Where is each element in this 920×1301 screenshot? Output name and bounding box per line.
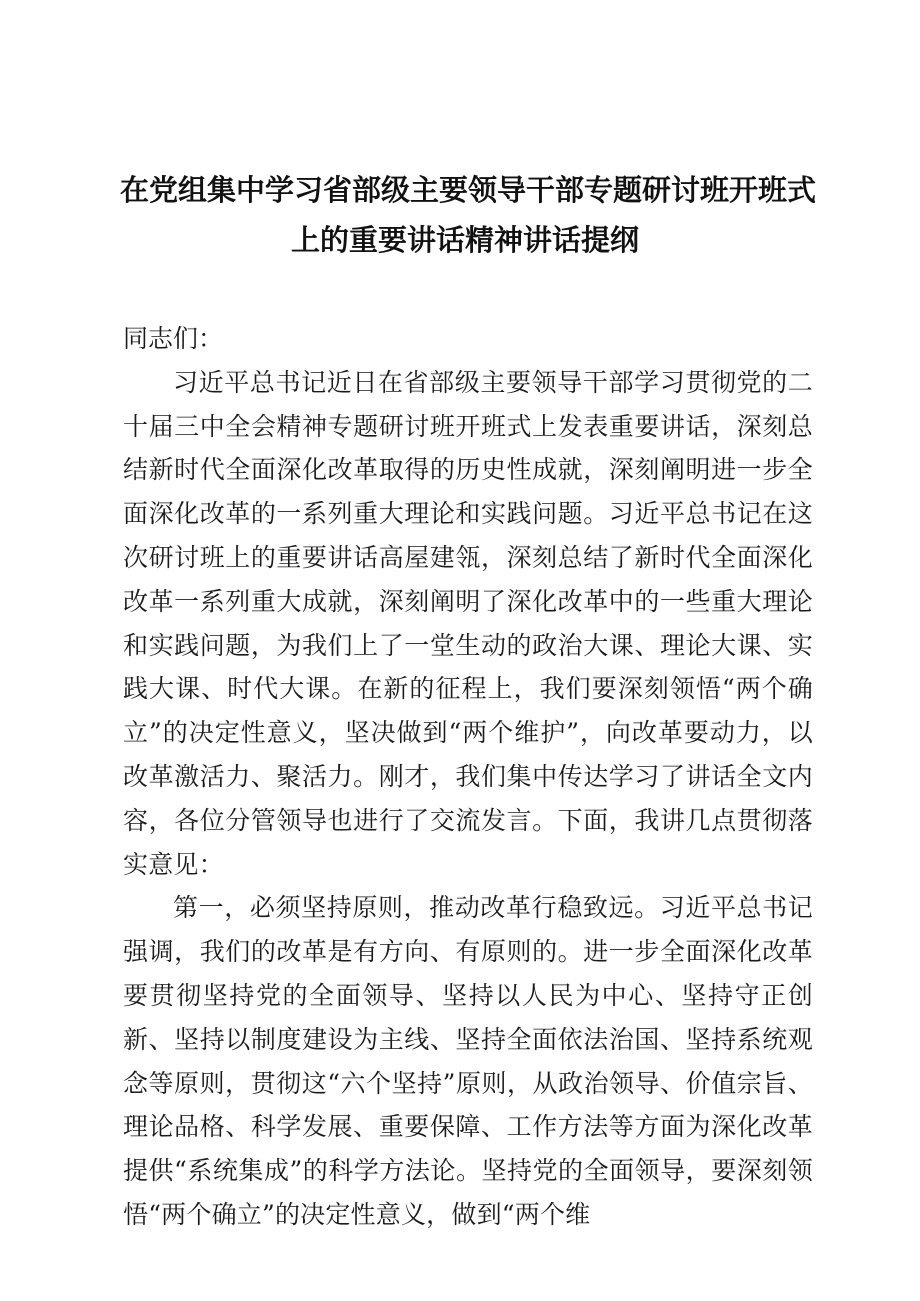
paragraph-point-one: 第一，必须坚持原则，推动改革行稳致远。习近平总书记强调，我们的改革是有方向、有原则的。进一步全面深化改革要贯彻坚持党的全面领导、坚持以人民为中心、坚持守正创新、坚持以制度建设为主线、坚持全面依法治国、坚持系统观念等原则，贯彻这“六个坚持”原则，从政治领导、价值宗旨、理论品格、科学发展、重要保障、工作方法等方面为深化改革提供“系统集成”的科学方法论。坚持党的全面领导，要深刻领悟“两个确立”的决定性意义，做到“两个维 [123, 893, 813, 1229]
document-title-line-2: 上的重要讲话精神讲话提纲 [290, 223, 639, 257]
document-title-line-1: 在党组集中学习省部级主要领导干部专题研讨班开班式 [120, 173, 817, 207]
salutation: 同志们： [123, 324, 224, 353]
paragraph-intro: 习近平总书记近日在省部级主要领导干部学习贯彻党的二十届三中全会精神专题研讨班开班式上发表重要讲话，深刻总结新时代全面深化改革取得的历史性成就，深刻阐明进一步全面深化改革的一系列重大理论和实践问题。习近平总书记在这次研讨班上的重要讲话高屋建瓴，深刻总结了新时代全面深化改革一系列重大成就，深刻阐明了深化改革中的一些重大理论和实践问题，为我们上了一堂生动的政治大课、理论大课、实践大课、时代大课。在新的征程上，我们要深刻领悟“两个确立”的决定性意义，坚决做到“两个维护”，向改革要动力，以改革激活力、聚活力。刚才，我们集中传达学习了讲话全文内容，各位分管领导也进行了交流发言。下面，我讲几点贯彻落实意见： [123, 367, 813, 879]
document-body [123, 317, 813, 1237]
